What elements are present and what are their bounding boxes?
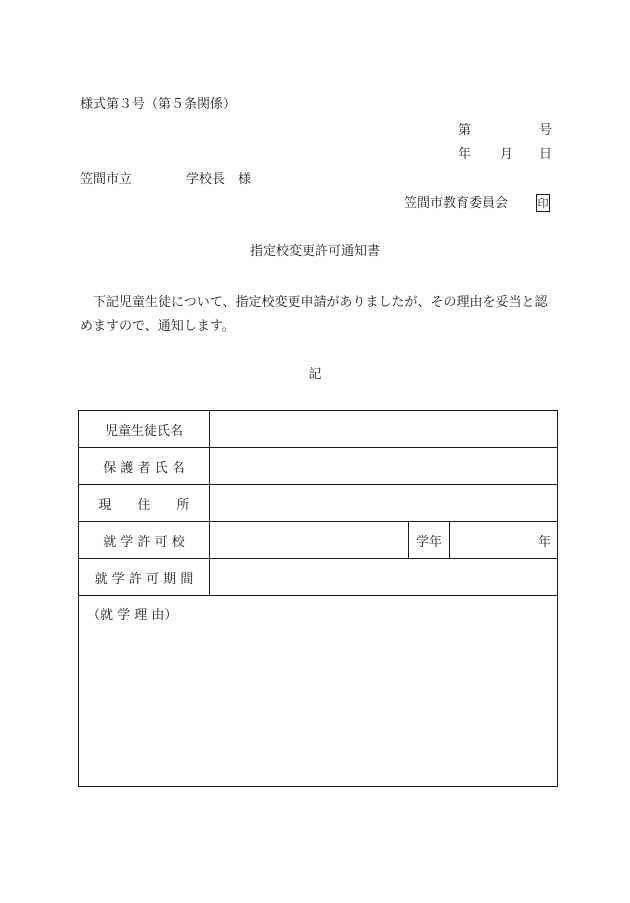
- table-row: [79, 411, 558, 448]
- date-day-label: 日: [539, 147, 553, 162]
- reason-label: （就 学 理 由）: [87, 608, 178, 623]
- guardian-name-field[interactable]: [210, 448, 558, 485]
- info-table: [78, 410, 558, 787]
- grade-label: 学年: [409, 522, 450, 559]
- period-label: 就 学 許 可 期 間: [79, 559, 210, 596]
- document-number-prefix: 第: [458, 123, 472, 138]
- table-row: [79, 522, 558, 559]
- grade-field[interactable]: [450, 522, 558, 559]
- period-field[interactable]: [210, 559, 558, 596]
- sender-name: 笠間市教育委員会: [404, 196, 509, 211]
- address-label: 現 住 所: [79, 485, 210, 522]
- address-field[interactable]: [210, 485, 558, 522]
- body-text: 下記児童生徒について、指定校変更申請がありましたが、その理由を妥当と認めますので、通知します。: [80, 295, 548, 334]
- school-field[interactable]: [210, 522, 409, 559]
- grade-unit: 年: [538, 534, 552, 550]
- date-year-label: 年: [458, 147, 472, 162]
- form-number: 様式第３号（第５条関係）: [80, 97, 237, 112]
- document-number-suffix: 号: [539, 123, 553, 138]
- document-title: 指定校変更許可通知書: [249, 244, 380, 259]
- seal-stamp: 印: [536, 194, 550, 212]
- addressee-principal: 学校長 様: [186, 172, 252, 187]
- table-row: [79, 448, 558, 485]
- date-month-label: 月: [500, 147, 514, 162]
- guardian-name-label: 保 護 者 氏 名: [79, 448, 210, 485]
- table-row: [79, 485, 558, 522]
- addressee-school: 笠間市立: [80, 172, 133, 187]
- reason-field[interactable]: [79, 596, 558, 787]
- table-row: [79, 559, 558, 596]
- table-row: [79, 596, 558, 787]
- student-name-field[interactable]: [210, 411, 558, 448]
- school-label: 就 学 許 可 校: [79, 522, 210, 559]
- ki-heading: 記: [308, 367, 322, 382]
- student-name-label: 児童生徒氏名: [79, 411, 210, 448]
